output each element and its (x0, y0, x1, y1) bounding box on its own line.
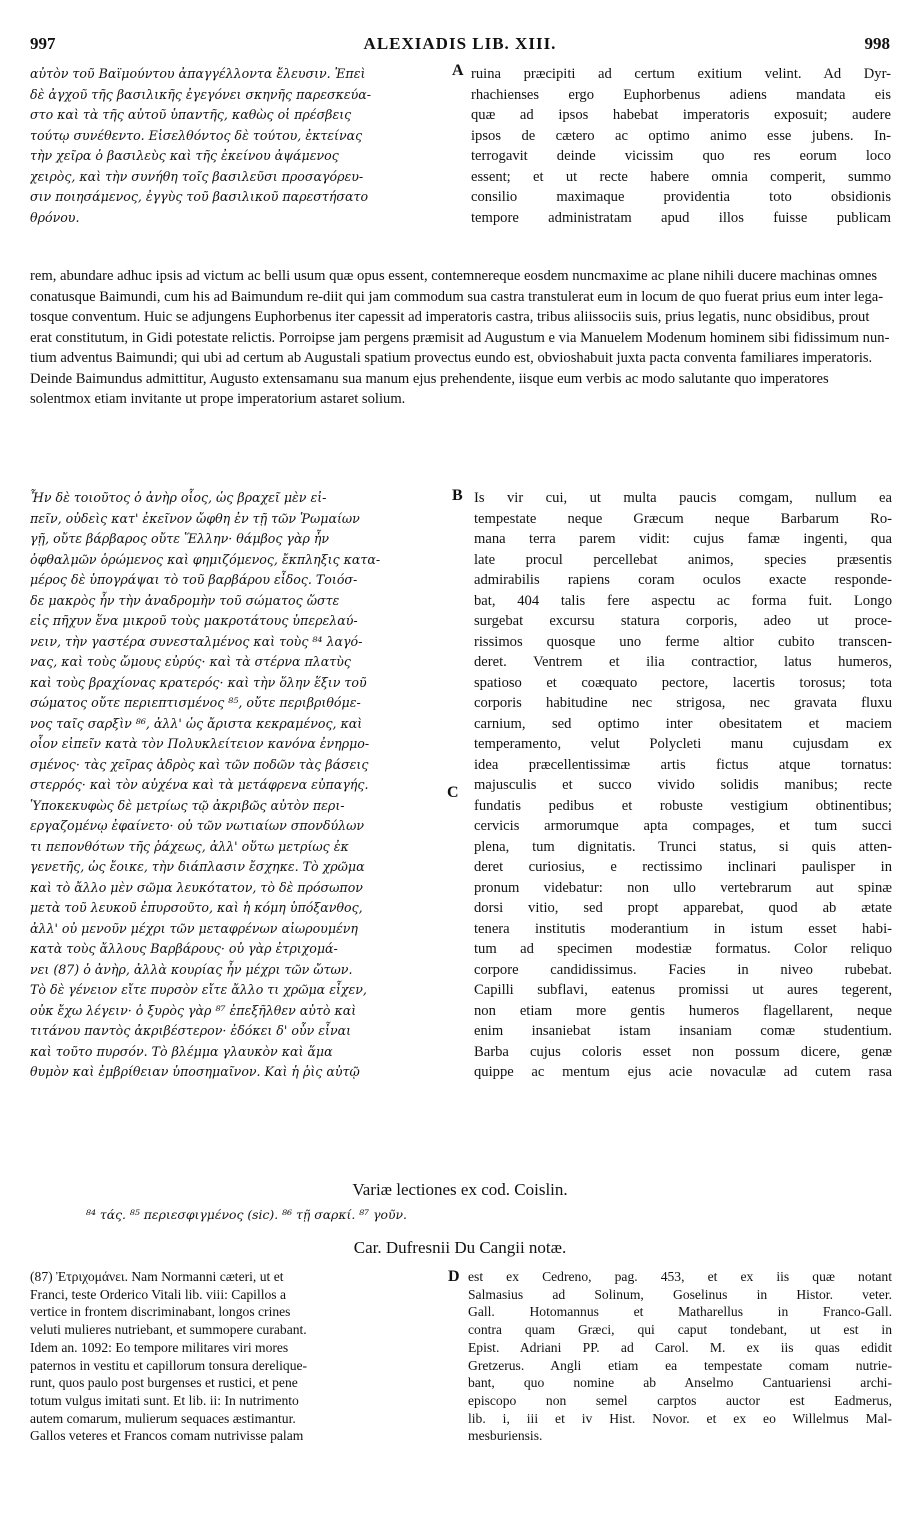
greek-text-line: οἷον εἰπεῖν κατὰ τὸν Πολυκλείτειον κανόνα ἐνηρμο- (30, 736, 370, 751)
latin-text-line: mox etiam invitante ut prope imperatorium astaret solium. (64, 391, 406, 407)
greek-text-line: δε μακρὸς ἦν τὴν ἀναδρομὴν τοῦ σώματος ὥστε (30, 592, 340, 608)
latin-text-line: maxime ac plane nihili ducere machinas omnes conatusque Baimundi, cum his ad Baimundum re- (30, 268, 877, 305)
latin-text-line: cervicis armorumque apta compages, et tum succi (474, 818, 892, 834)
greek-text-line: τιτάνου παντὸς ἀκριβέστερον· ἐδόκει δ' οὖν εἶναι (30, 1023, 352, 1038)
latin-text-line: plena, tum dignitatis. Trunci status, si quis atten- (474, 838, 892, 855)
latin-text-line: pronum videbatur: non ullo vertebrarum aut spinæ (474, 879, 892, 896)
note-text-line: Epist. Adriani PP. ad Carol. M. ex iis quas edidit (468, 1339, 892, 1355)
greek-text-line: νειν, τὴν γαστέρα συνεσταλμένος καὶ τοὺς ⁸⁴ λαγό- (30, 633, 363, 649)
latin-text-line: deret curiosius, e rectissimo inclinari paulisper in (474, 859, 892, 875)
note-text-line: Franci, teste Orderico Vitali lib. viii: Capillos a (30, 1286, 287, 1302)
running-header (30, 34, 890, 58)
greek-text-line: αὐτὸν τοῦ Βαϊμούντου ἀπαγγέλλοντα ἔλευσιν. Ἐπεὶ (30, 66, 366, 81)
latin-text-line: surgebat excursu statura corporis, adeo ut proce- (474, 613, 892, 629)
greek-text-line: ὀφθαλμῶν ὁρώμενος καὶ φημιζόμενος, ἔκπληξις κατα- (30, 551, 381, 567)
latin-text-line: dorsi vitio, sed propt apparebat, quod ab ætate (474, 900, 892, 916)
note-text-line: veluti mulieres nutriebant, et summopere curabant. (30, 1322, 307, 1338)
latin-text-line: admirabilis rapiens coram oculos exacte responde- (474, 572, 892, 588)
latin-text-line: tenera institutis moderantium in istum esset habi- (474, 920, 892, 937)
latin-text-line: tempestate neque Græcum neque Barbarum Ro- (474, 510, 892, 527)
latin-text-line: Barba cujus coloris esset non possum dicere, genæ (474, 1043, 892, 1060)
latin-text-line: deret. Ventrem et ilia contractior, latus humeros, (474, 654, 892, 670)
note-text-line: autem comarum, mulierum sequaces æstimantur. (30, 1410, 296, 1426)
note-text-line: Gretzerus. Angli etiam ea tempestate comam nutrie- (468, 1357, 892, 1373)
latin-text-line: tosque conventum. Huic se adjungens Euphorbenus iter capessit ad imperatoris castra, tribus aliis (30, 309, 599, 325)
greek-column-block-2 (30, 488, 452, 1083)
greek-text-line: τούτῳ συνέθεντο. Εἰσελθόντος δὲ τούτου, ἐκτείνας (30, 127, 363, 143)
greek-column-block-1 (30, 64, 445, 228)
greek-text-line: μετὰ τοῦ λευκοῦ ἐπυρσοῦτο, καὶ ἡ κόμη ὑπόξανθος, (30, 900, 363, 915)
greek-text-line: μέρος δὲ ὑπογράψαι τὸ τοῦ βαρβάρου εἶδος. Τοιόσ- (30, 572, 358, 587)
note-text-line: lib. i, iii et iv Hist. Novor. et ex eo Willelmus Mal- (468, 1410, 892, 1426)
note-text-line: Gall. Hotomannus et Matharellus in Franco-Gall. (468, 1304, 892, 1320)
latin-text-line: idea præcellentissimæ artis fictus atque tornatus: (474, 756, 892, 773)
latin-column-block-1 (471, 64, 891, 228)
note-text-line: (87) Ἐτριχομάνει. Nam Normanni cæteri, ut et (30, 1269, 284, 1284)
running-title: ALEXIADIS LIB. XIII. (363, 34, 557, 53)
marker-c: C (447, 784, 459, 801)
greek-text-line: στερρός· καὶ τὸν αὐχένα καὶ τὰ μετάφρενα εὐπαγής. (30, 777, 369, 792)
latin-text-line: manu sua manum ejus prehendente, iisque eum verbis ac modo salutante quo imperatores solent (30, 370, 829, 407)
greek-text-line: χειρὸς, καὶ τὴν συνήθη τοῖς βασιλεῦσι προσαγόρευ- (30, 168, 364, 184)
greek-text-line: πεῖν, οὐδεὶς κατ' ἐκεῖνον ὤφθη ἐν τῇ τῶν Ῥωμαίων (30, 510, 360, 526)
greek-text-line: θρόνου. (30, 209, 80, 225)
latin-text-line: rem, abundare adhuc ipsis ad victum ac belli usum quæ opus essent, contemnereque eosdem nunc (30, 268, 601, 284)
page-number-right: 998 (864, 34, 890, 53)
note-text-line: Salmasius ad Solinum, Goselinus in Histor. veter. (468, 1286, 892, 1302)
latin-text-line: quippe ac mentum ejus acie novaculæ ad cutem rasa (474, 1064, 892, 1080)
latin-text-line: quæ ad ipsos habebat imperatoris exposuit; audere (471, 107, 891, 123)
greek-text-line: νας, καὶ τοὺς ὤμους εὐρύς· καὶ τὰ στέρνα πλατὺς (30, 654, 351, 669)
latin-text-line: rissimos quosque uno ferme altior cubito transcen- (474, 633, 892, 650)
latin-text-line: ipse jam pergens præmisit ad Augustum e via Manuelem Modenum hominem sibi fidissimum nun- (311, 329, 890, 346)
note-text-line: runt, quos paulo post burgenses et rustici, et pene (30, 1375, 298, 1391)
note-text-line: est ex Cedreno, pag. 453, et ex iis quæ notant (468, 1269, 892, 1284)
note-text-line: vertice in frontem discriminabant, longos crines (30, 1304, 291, 1320)
latin-text-line: diit qui jam commodum sua castra transtulerat eum in locum de quo fuerat prius eum inter lega- (323, 288, 884, 305)
note-text-line: contra quam Græci, qui caput tondebant, ut est in (468, 1322, 892, 1338)
note-text-line: mesburiensis. (468, 1428, 543, 1444)
latin-text-line: tempore administratam apud illos fuisse publicam (471, 209, 891, 226)
greek-text-line: σιν ποιησάμενος, ἐγγὺς τοῦ βασιλικοῦ παρεστήσατο (30, 189, 369, 204)
marker-b: B (452, 487, 463, 504)
latin-text-line: mana terra parem vidit: cujus famæ ingenti, qua (474, 531, 892, 547)
latin-text-line: habuit juxta pacta conventa familiares imperatoris. Deinde Baimundus admittitur, Augusto extensa (30, 350, 873, 387)
greek-text-line: τὴν χεῖρα ὁ βασιλεὺς καὶ τῆς ἐκείνου ἀψάμενος (30, 148, 339, 163)
greek-text-line: Ἦν δὲ τοιοῦτος ὁ ἀνὴρ οἷος, ὡς βραχεῖ μὲν εἰ- (30, 490, 327, 505)
latin-text-line: fundatis pedibus et robuste vestigium obtinentibus; (474, 797, 892, 814)
greek-text-line: γῇ, οὔτε βάρβαρος οὔτε Ἕλλην· θάμβος γὰρ ἦν (30, 531, 330, 546)
greek-text-line: σμένος· τὰς χεῖρας ἁδρὸς καὶ τῶν ποδῶν τὰς βάσεις (30, 756, 369, 772)
full-width-latin-text (30, 266, 890, 410)
greek-text-line: καὶ τοὺς βραχίονας κρατερός· καὶ τὴν ὅλην ἕξιν τοῦ (30, 674, 367, 690)
latin-text-line: enim insaniebat istam insaniam comæ studentium. (474, 1023, 892, 1039)
latin-text-line: essent; et ut recte habere omnia comperit, summo (471, 168, 891, 185)
greek-text-line: θυμὸν καὶ ἐμβρίθειαν ὑποσημαῖνον. Καὶ ἡ ῥὶς αὐτῷ (30, 1064, 360, 1079)
marker-d: D (448, 1268, 460, 1285)
greek-text-line: νει (87) ὁ ἀνὴρ, ἀλλὰ κουρίας ἦν μέχρι τῶν ὤτων. (30, 961, 353, 977)
greek-text-line: εργαζομένῳ ἐφαίνετο· οὐ τῶν νωτιαίων σπονδύλων (30, 818, 365, 833)
latin-column-block-2 (474, 488, 892, 1083)
note-text-line: episcopo non semel carptos auctor est Eadmerus, (468, 1392, 892, 1408)
latin-text-line: Capilli subflavi, eatenus promissi ut aures tegerent, (474, 982, 892, 998)
latin-text-line: corpore candidissimus. Facies in niveo rubebat. (474, 961, 892, 978)
greek-text-line: στο καὶ τὰ τῆς αὐτοῦ ὑπαντῆς, καθὼς οἱ πρέσβεις (30, 107, 352, 122)
latin-text-line: tium adventus Baimundi; qui ubi ad certum ab Augustali spatium provectus eundo est, obvios (30, 350, 577, 366)
greek-text-line: τι πεπονθότων τῆς ῥάχεως, ἀλλ' οὕτω μετρίως ἐκ (30, 838, 349, 854)
latin-text-line: ipsos de cætero ac optimo animo esse jubens. In- (471, 127, 891, 144)
variae-lectiones-line: ⁸⁴ τάς. ⁸⁵ περιεσφιγμένος (sic). ⁸⁶ τῇ σαρκί. ⁸⁷ γοῦν. (86, 1207, 407, 1222)
latin-text-line: spatioso et coæquato pectore, lacertis torosus; tota (474, 674, 892, 691)
note-text-line: paternos in vestitu et capillorum tonsura dereliquе- (30, 1357, 308, 1373)
latin-text-line: non etiam more gentis humeros flagellarent, neque (474, 1002, 892, 1019)
note-text-line: Idem an. 1092: Eo tempore militares viri mores (30, 1339, 289, 1355)
greek-text-line: εἰς πῆχυν ἕνα μικροῦ τοὺς μακροτάτους ὑπερελαύ- (30, 613, 358, 628)
latin-text-line: late procul percellebat animos, species præsentis (474, 551, 892, 568)
greek-text-line: Ὑποκεκυφὼς δὲ μετρίως τῷ ἀκριβῶς αὐτὸν περι- (30, 797, 345, 813)
note-left-column (30, 1268, 446, 1445)
latin-text-line: consilio maximaque providentia toto obsidionis (471, 189, 891, 205)
note-text-line: totum vulgus imitati sunt. Et lib. ii: In nutrimento (30, 1392, 299, 1408)
greek-text-line: Τὸ δὲ γένειον εἴτε πυρσὸν εἴτε ἄλλο τι χρῶμα εἶχεν, (30, 982, 367, 997)
greek-text-line: γενετῆς, ὡς ἔοικε, τὴν διάπλασιν ἔσχηκε. Τὸ χρῶμα (30, 859, 365, 874)
latin-text-line: bat, 404 talis fere aspectu ac forma fuit. Longo (474, 592, 892, 609)
note-right-column (468, 1268, 892, 1445)
latin-text-line: sociis suis, prius legatis, nunc obsidibus, prout erat constitutum, in Gidi potestate relictis. Porro (30, 309, 870, 346)
note-text-line: Gallos veteres et Francos comam nutrivisse palam (30, 1428, 304, 1444)
latin-text-line: carnium, sed optimo inter obesitatem et maciem (474, 715, 892, 732)
greek-text-line: ἀλλ' οὐ μενοῦν μέχρι τῶν μεταφρένων αἰωρουμένη (30, 920, 358, 936)
greek-text-line: νος ταῖς σαρξὶν ⁸⁶, ἀλλ' ὡς ἄριστα κεκραμένος, καὶ (30, 715, 363, 731)
greek-text-line: καὶ τοῦτο πυρσόν. Τὸ βλέμμα γλαυκὸν καὶ ἅμα (30, 1043, 333, 1059)
latin-text-line: rhachienses ergo Euphorbenus adiens mandata eis (471, 86, 891, 103)
note-text-line: bant, quo nomine ab Anselmo Cantuariensi archi- (468, 1375, 892, 1391)
latin-text-line: Is vir cui, ut multa paucis comgam, nullum ea (474, 490, 892, 506)
notae-heading: Car. Dufresnii Du Cangii notæ. (353, 1238, 567, 1257)
latin-text-line: terrogavit deinde vicissim quo res eorum loco (471, 148, 891, 164)
latin-text-line: tum ad specimen modestiæ formatus. Color reliquo (474, 941, 892, 957)
latin-text-line: corporis habitudine nec strigosa, nec gravata fluxu (474, 695, 892, 711)
greek-text-line: οὐκ ἔχω λέγειν· ὁ ξυρὸς γὰρ ⁸⁷ ἐπεξῆλθεν αὐτὸ καὶ (30, 1002, 357, 1018)
marker-a: A (452, 62, 464, 79)
greek-text-line: δὲ ἀγχοῦ τῆς βασιλικῆς ἐγεγόνει σκηνῆς παρεσκεύα- (30, 86, 372, 102)
greek-text-line: κατὰ τοὺς ἄλλους Βαρβάρους· οὐ γὰρ ἐτριχομά- (30, 941, 338, 956)
greek-text-line: σώματος οὔτε περιεπτισμένος ⁸⁵, οὔτε περιβριθόμε- (30, 695, 361, 710)
greek-text-line: καὶ τὸ ἄλλο μὲν σῶμα λευκότατον, τὸ δὲ πρόσωπον (30, 879, 363, 895)
variae-lectiones-heading: Variæ lectiones ex cod. Coislin. (352, 1180, 568, 1199)
latin-text-line: ruina præcipiti ad certum exitium velint. Ad Dyr- (471, 66, 891, 82)
latin-text-line: majusculis et succo vivido solidis manibus; recte (474, 777, 892, 793)
page-number-left: 997 (30, 34, 56, 53)
latin-text-line: temperamento, velut Polycleti manu cujusdam ex (474, 736, 892, 752)
